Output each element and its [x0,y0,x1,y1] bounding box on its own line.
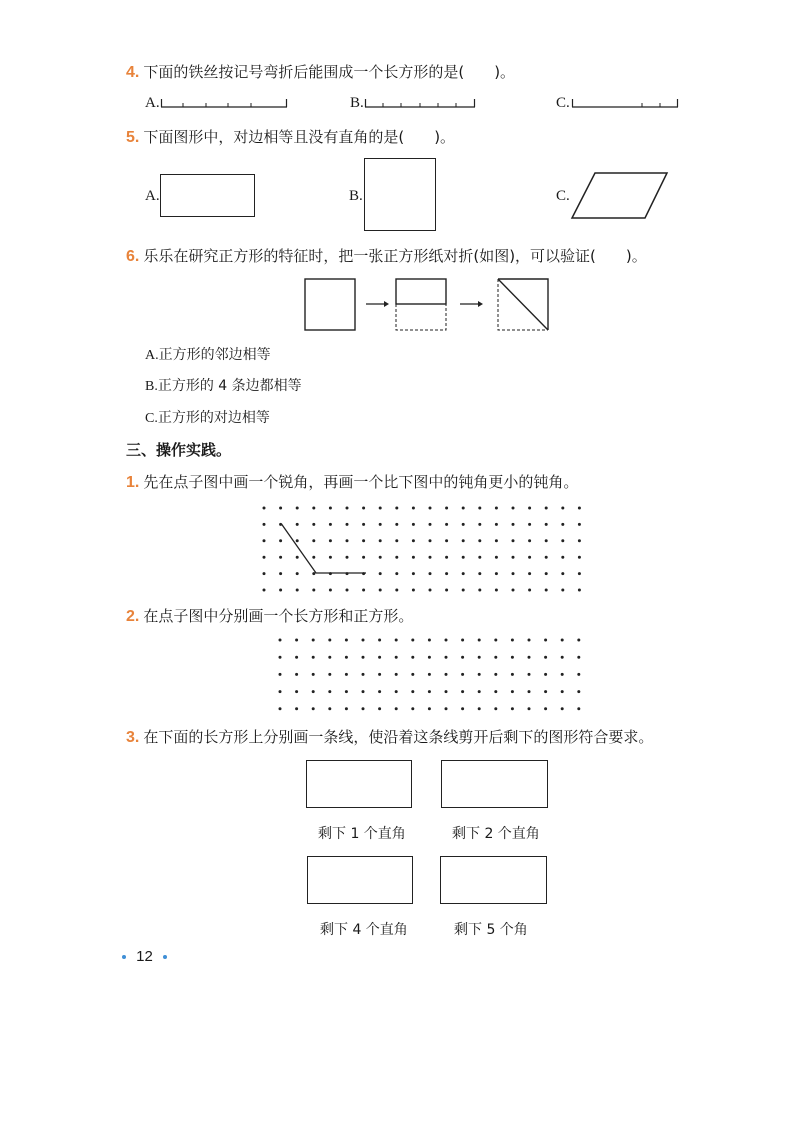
grid-dot [412,572,415,575]
grid-dot [362,639,365,642]
grid-dot [461,673,464,676]
grid-dot [494,673,497,676]
grid-dot [279,673,282,676]
question-number: 6. [126,248,140,265]
grid-dot [544,673,547,676]
grid-dot [528,589,531,592]
grid-dot [512,556,515,559]
caption-1: 剩下 1 个直角 [318,826,406,842]
grid-dot [428,639,431,642]
grid-dot [461,690,464,693]
grid-dot [478,639,481,642]
caption-3: 剩下 4 个直角 [320,922,408,938]
dot-icon [122,955,126,959]
half-folded-paper [396,279,446,304]
grid-dot [412,539,415,542]
grid-dot [561,639,564,642]
grid-dot [445,539,448,542]
grid-dot [494,707,497,710]
grid-dot [461,639,464,642]
grid-dot [345,690,348,693]
grid-dot [379,523,382,526]
grid-dot [478,690,481,693]
grid-dot [395,673,398,676]
grid-dot [512,589,515,592]
grid-dot [263,507,266,510]
option-label-b: B. [349,188,363,204]
grid-dot [561,673,564,676]
rectangle-shape-a [160,174,255,217]
grid-dot [429,572,432,575]
grid-dot [345,656,348,659]
grid-dot [528,639,531,642]
grid-dot [378,707,381,710]
choice-text: 正方形的邻边相等 [158,347,271,363]
grid-dot [279,639,282,642]
grid-dot [545,572,548,575]
grid-dot [296,572,299,575]
grid-dot [296,539,299,542]
grid-dot [296,507,299,510]
grid-dot [312,539,315,542]
arrow-right-icon [366,301,389,307]
grid-dot [428,690,431,693]
grid-dot [561,656,564,659]
grid-dot [511,673,514,676]
grid-dot [395,639,398,642]
grid-dot [561,556,564,559]
grid-dot [379,539,382,542]
grid-dot [429,507,432,510]
grid-dot [495,556,498,559]
grid-dot [328,656,331,659]
grid-dot [462,539,465,542]
grid-dot [412,589,415,592]
grid-dot [345,673,348,676]
parallelogram-shape-c [571,172,669,220]
grid-dot [329,556,332,559]
grid-dot [328,639,331,642]
grid-dot [379,589,382,592]
question-text: 在下面的长方形上分别画一条线，使沿着这条线剪开后剩下的图形符合要求。 [143,728,654,746]
grid-dot [495,572,498,575]
dot-icon [163,955,167,959]
grid-dot [346,539,349,542]
grid-dot [545,507,548,510]
grid-dot [379,507,382,510]
wire-b [365,96,477,110]
rectangle-3[interactable] [307,856,413,904]
grid-dot [329,523,332,526]
grid-dot [295,639,298,642]
grid-dot [478,539,481,542]
grid-dot [362,556,365,559]
grid-dot [512,572,515,575]
grid-dot [561,523,564,526]
grid-dot [512,539,515,542]
grid-dot [577,690,580,693]
grid-dot [346,523,349,526]
question-number: 3. [126,729,140,746]
grid-dot [578,507,581,510]
grid-dot [263,539,266,542]
grid-dot [329,539,332,542]
grid-dot [528,656,531,659]
grid-dot [395,656,398,659]
question-text: 下面的铁丝按记号弯折后能围成一个长方形的是( )。 [143,63,516,81]
grid-dot [312,572,315,575]
grid-dot [296,556,299,559]
wire-c [572,96,680,110]
grid-dot [462,556,465,559]
grid-dot [512,523,515,526]
grid-dot [295,673,298,676]
grid-dot [428,673,431,676]
question-6 [126,246,647,267]
grid-dot [545,589,548,592]
question-text: 乐乐在研究正方形的特征时，把一张正方形纸对折(如图)，可以验证( )。 [143,247,647,265]
choice-letter: B. [145,379,158,394]
grid-dot [577,673,580,676]
grid-dot [329,507,332,510]
grid-dot [494,656,497,659]
dot-grid-2[interactable] [274,634,584,716]
grid-dot [561,589,564,592]
choice-a [145,345,271,366]
grid-dot [362,690,365,693]
grid-dot [412,556,415,559]
question-number: 2. [126,608,140,625]
grid-dot [279,589,282,592]
grid-dot [279,556,282,559]
grid-dot [329,589,332,592]
grid-dot [478,707,481,710]
question-number: 5. [126,129,140,146]
grid-dot [312,523,315,526]
grid-dot [312,589,315,592]
grid-dot [263,572,266,575]
grid-dot [528,690,531,693]
grid-dot [511,690,514,693]
choice-text: 正方形的 4 条边都相等 [157,378,302,394]
grid-dot [577,656,580,659]
grid-dot [445,707,448,710]
grid-dot [345,707,348,710]
dot-grid-1[interactable] [256,500,582,594]
grid-dot [512,507,515,510]
rectangle-4[interactable] [440,856,547,904]
grid-dot [445,507,448,510]
grid-dot [494,690,497,693]
grid-dot [578,589,581,592]
grid-dot [528,539,531,542]
grid-dot [478,673,481,676]
question-text: 下面图形中，对边相等且没有直角的是( )。 [143,128,456,146]
practice-2 [126,606,413,627]
grid-dot [478,589,481,592]
grid-dot [312,690,315,693]
practice-1 [126,472,578,493]
grid-dot [378,673,381,676]
grid-dot [279,572,282,575]
fold-diagram [300,276,554,334]
grid-dot [411,707,414,710]
grid-dot [462,572,465,575]
question-5 [126,127,455,148]
grid-dot [328,673,331,676]
grid-dot [379,556,382,559]
question-text: 先在点子图中画一个锐角，再画一个比下图中的钝角更小的钝角。 [143,473,579,491]
grid-dot [362,707,365,710]
grid-dot [511,656,514,659]
grid-dot [279,707,282,710]
grid-dot [362,539,365,542]
grid-dot [395,707,398,710]
grid-dot [578,572,581,575]
grid-dot [412,523,415,526]
grid-dot [429,556,432,559]
grid-dot [544,639,547,642]
grid-dot [495,507,498,510]
choice-b [145,376,302,397]
page-number-text: 12 [136,948,153,965]
grid-dot [263,523,266,526]
option-label-b: B. [350,95,364,111]
grid-dot [362,673,365,676]
grid-dot [445,572,448,575]
grid-dot [545,539,548,542]
grid-dot [429,589,432,592]
grid-dot [312,507,315,510]
grid-dot [296,589,299,592]
grid-dot [263,556,266,559]
grid-dot [461,656,464,659]
choice-letter: A. [145,348,159,363]
grid-dot [544,690,547,693]
grid-dot [577,639,580,642]
practice-3 [126,727,653,748]
grid-dot [561,539,564,542]
grid-dot [528,507,531,510]
grid-dot [495,539,498,542]
grid-dot [445,589,448,592]
grid-dot [429,539,432,542]
grid-dot [411,690,414,693]
grid-dot [445,556,448,559]
grid-dot [312,673,315,676]
square-paper [305,279,355,330]
grid-dot [544,656,547,659]
grid-dot [494,639,497,642]
grid-dot [279,690,282,693]
question-number: 4. [126,64,140,81]
diagonal-folded-paper [498,279,548,330]
grid-dot [461,707,464,710]
grid-dot [462,589,465,592]
grid-dot [528,673,531,676]
option-label-a: A. [145,188,160,204]
grid-dot [445,673,448,676]
grid-dot [561,572,564,575]
grid-dot [328,690,331,693]
grid-dot [428,707,431,710]
grid-dot [445,690,448,693]
grid-dot [346,589,349,592]
choice-text: 正方形的对边相等 [157,410,270,426]
choice-c [145,408,270,429]
grid-dot [578,523,581,526]
rectangle-2[interactable] [441,760,548,808]
caption-4: 剩下 5 个角 [454,922,528,938]
grid-dot [511,639,514,642]
grid-dot [395,523,398,526]
grid-dot [478,656,481,659]
grid-dot [428,656,431,659]
grid-dot [279,507,282,510]
grid-dot [495,523,498,526]
grid-dot [295,690,298,693]
grid-dot [495,589,498,592]
grid-dot [478,507,481,510]
grid-dot [296,523,299,526]
grid-dot [462,507,465,510]
grid-dot [362,523,365,526]
grid-dot [462,523,465,526]
grid-dot [561,690,564,693]
grid-dot [578,556,581,559]
grid-dot [362,589,365,592]
grid-dot [295,656,298,659]
grid-dot [528,523,531,526]
grid-dot [312,639,315,642]
grid-dot [379,572,382,575]
grid-dot [545,523,548,526]
grid-dot [346,556,349,559]
choice-letter: C. [145,411,158,426]
grid-dot [346,507,349,510]
grid-dot [411,673,414,676]
grid-dot [478,572,481,575]
section-title: 三、操作实践。 [126,441,232,459]
grid-dot [478,556,481,559]
grid-dot [312,656,315,659]
grid-dot [312,556,315,559]
grid-dot [429,523,432,526]
grid-dot [544,707,547,710]
grid-dot [411,639,414,642]
option-label-c: C. [556,188,570,204]
grid-dot [577,707,580,710]
obtuse-angle [282,524,367,573]
grid-dot [561,507,564,510]
grid-dot [445,656,448,659]
grid-dot [395,690,398,693]
grid-dot [295,707,298,710]
grid-dot [511,707,514,710]
square-shape-b [364,158,436,231]
rectangle-1[interactable] [306,760,412,808]
grid-dot [279,539,282,542]
grid-dot [412,507,415,510]
option-label-a: A. [145,95,160,111]
grid-dot [328,707,331,710]
question-4 [126,62,515,83]
wire-a [161,96,289,110]
option-label-c: C. [556,95,570,111]
grid-dot [445,639,448,642]
grid-dot [395,539,398,542]
grid-dot [528,707,531,710]
grid-dot [395,507,398,510]
grid-dot [378,656,381,659]
grid-dot [395,556,398,559]
grid-dot [263,589,266,592]
grid-dot [395,589,398,592]
page-number [122,948,167,965]
grid-dot [378,690,381,693]
grid-dot [362,507,365,510]
grid-dot [279,656,282,659]
grid-dot [362,656,365,659]
question-number: 1. [126,474,140,491]
grid-dot [478,523,481,526]
grid-dot [545,556,548,559]
grid-dot [312,707,315,710]
arrow-right-icon [460,301,483,307]
question-text: 在点子图中分别画一个长方形和正方形。 [143,607,414,625]
grid-dot [378,639,381,642]
grid-dot [395,572,398,575]
grid-dot [578,539,581,542]
grid-dot [528,556,531,559]
caption-2: 剩下 2 个直角 [452,826,540,842]
grid-dot [528,572,531,575]
grid-dot [345,639,348,642]
grid-dot [411,656,414,659]
grid-dot [445,523,448,526]
grid-dot [561,707,564,710]
